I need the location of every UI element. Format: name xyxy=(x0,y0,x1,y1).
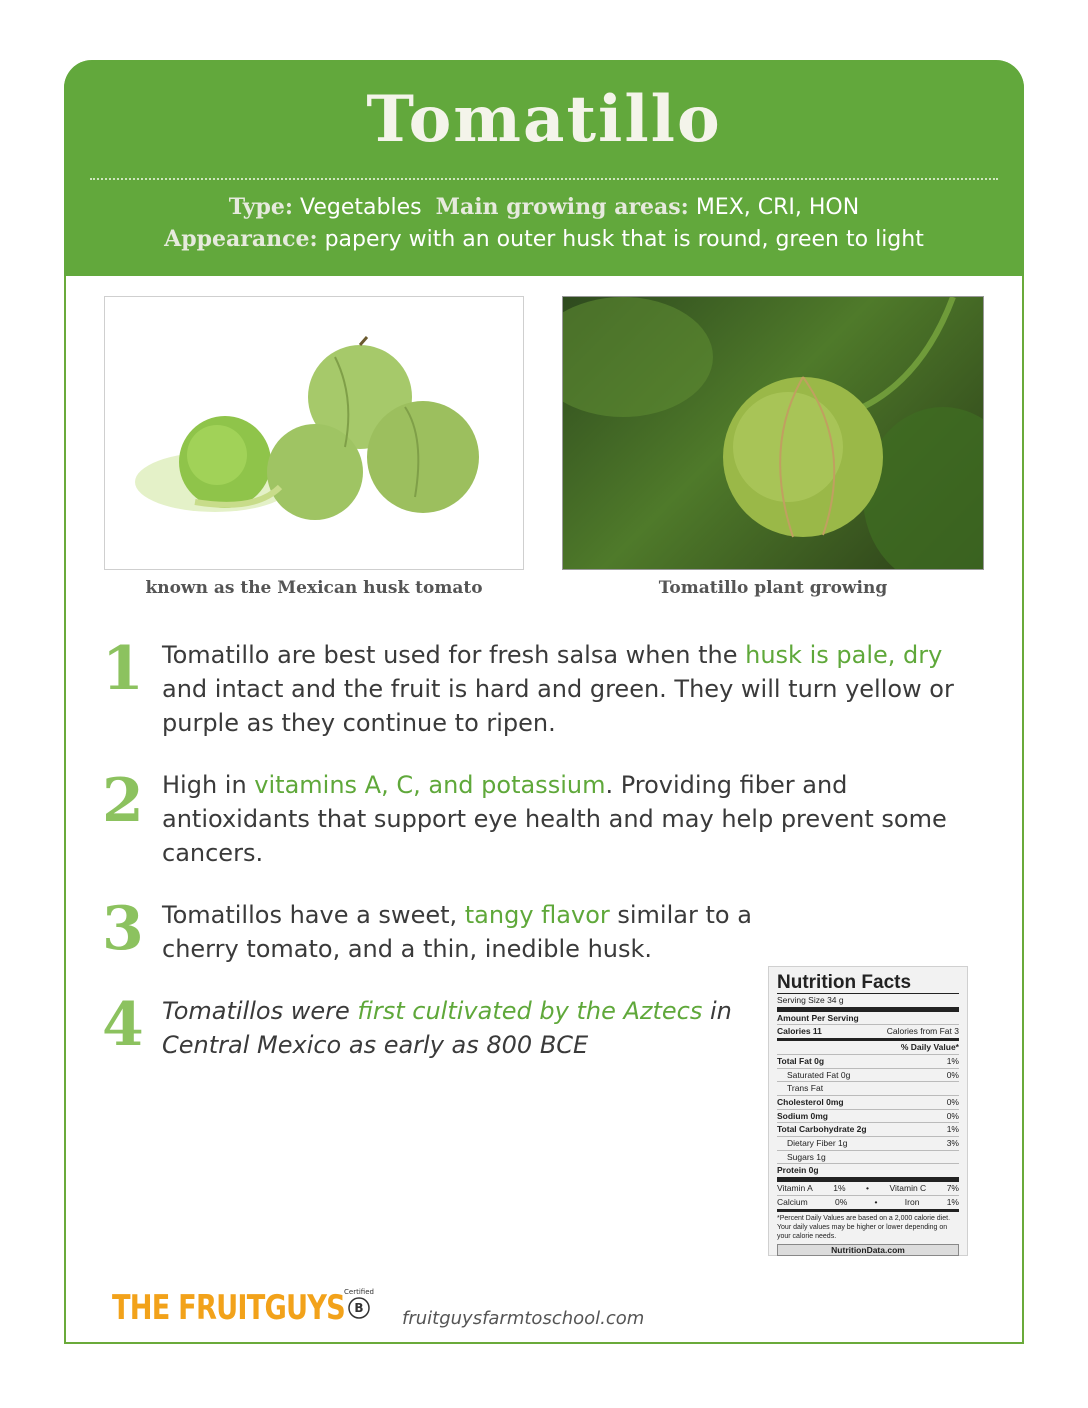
appearance-value: papery with an outer husk that is round, green to light xyxy=(324,227,924,252)
nutrient-value: 0% xyxy=(946,1110,959,1121)
fact-text xyxy=(162,994,752,1062)
nutrition-title: Nutrition Facts xyxy=(777,973,959,994)
nutrient-value: 1% xyxy=(946,1055,959,1066)
fact-text-part: Tomatillos have a sweet, xyxy=(162,901,465,929)
fact-text-part: High in xyxy=(162,771,255,799)
nutrient-label: Sodium 0mg xyxy=(777,1110,829,1121)
nutrition-facts-label xyxy=(768,966,968,1256)
calories-row xyxy=(777,1025,959,1041)
photo-caption-husk: known as the Mexican husk tomato xyxy=(145,578,483,598)
nutrient-row xyxy=(777,1123,959,1137)
fact-number: 4 xyxy=(102,990,144,1060)
nutrient-row xyxy=(777,1096,959,1110)
dotted-divider xyxy=(90,178,998,180)
nutrient-label: Dietary Fiber 1g xyxy=(787,1138,848,1149)
nutrient-value: 0% xyxy=(946,1096,959,1107)
tomatillo-plant-photo xyxy=(562,296,984,570)
nutrient-row xyxy=(777,1082,959,1096)
nutrient-label: Trans Fat xyxy=(787,1083,824,1094)
vitamin-c-value: 7% xyxy=(946,1183,959,1194)
nutrient-value: 3% xyxy=(946,1138,959,1149)
type-label: Type: xyxy=(228,194,294,220)
amount-text: Amount Per Serving xyxy=(777,1012,859,1023)
fact-text-part: in Central Mexico as early as 800 BCE xyxy=(162,997,732,1059)
fact-text-part: . Providing fiber and antioxidants that support eye health and may help prevent some cancers. xyxy=(162,771,947,867)
amount-per-serving xyxy=(777,1012,959,1026)
nutrient-row xyxy=(777,1151,959,1165)
fact-text xyxy=(162,768,982,870)
fact-number: 1 xyxy=(102,634,144,704)
nutrient-label: Total Fat 0g xyxy=(777,1055,825,1066)
nutrient-label: Sugars 1g xyxy=(787,1151,826,1162)
bcorp-icon xyxy=(344,1296,374,1320)
nutrient-label: Cholesterol 0mg xyxy=(777,1096,844,1107)
footer-url[interactable]: fruitguysfarmtoschool.com xyxy=(402,1308,645,1329)
bcorp-logo xyxy=(344,1288,374,1328)
nutrient-value: 1% xyxy=(946,1124,959,1135)
serving-size xyxy=(777,994,959,1012)
nutrition-source: NutritionData.com xyxy=(777,1244,959,1256)
iron-value: 1% xyxy=(946,1196,959,1207)
fact-text-part: and intact and the fruit is hard and green. They will turn yellow or purple as they continue to ripen. xyxy=(162,675,954,737)
page-title: Tomatillo xyxy=(366,82,722,157)
fact-highlight: first cultivated by the Aztecs xyxy=(357,997,703,1025)
dv-header-text: % Daily Value* xyxy=(900,1042,959,1053)
tomatillo-husks-photo xyxy=(104,296,524,570)
calories-fat-text: Calories from Fat 3 xyxy=(886,1026,959,1037)
daily-value-header xyxy=(777,1041,959,1055)
fact-number: 3 xyxy=(102,894,144,964)
nutrition-footnote: *Percent Daily Values are based on a 2,000 calorie diet. Your daily values may be higher or lower depending on your calorie needs. xyxy=(777,1214,951,1240)
nutrient-row xyxy=(777,1055,959,1069)
fact-text xyxy=(162,638,982,740)
mineral-row: Calcium 0% • Iron 1% xyxy=(777,1196,959,1212)
header-banner xyxy=(64,60,1024,276)
svg-text:B: B xyxy=(354,1301,364,1315)
nutrient-label: Protein 0g xyxy=(777,1165,819,1176)
areas-label: Main growing areas: xyxy=(435,194,689,220)
nutrient-row xyxy=(777,1110,959,1124)
nutrient-label: Total Carbohydrate 2g xyxy=(777,1124,867,1135)
nutrient-value: 0% xyxy=(946,1069,959,1080)
areas-value: MEX, CRI, HON xyxy=(695,195,860,220)
vitamin-row: Vitamin A 1% • Vitamin C 7% xyxy=(777,1182,959,1196)
calcium-label: Calcium xyxy=(777,1196,808,1207)
fact-highlight: tangy flavor xyxy=(464,901,610,929)
bcorp-label: Certified xyxy=(344,1288,374,1296)
fact-text-part: Tomatillos were xyxy=(162,997,358,1025)
nutrient-row xyxy=(777,1137,959,1151)
fact-highlight: vitamins A, C, and potassium xyxy=(254,771,606,799)
vitamin-c-label: Vitamin C xyxy=(889,1183,927,1194)
fact-text-part: similar to a cherry tomato, and a thin, inedible husk. xyxy=(162,901,752,963)
nutrient-label: Saturated Fat 0g xyxy=(787,1069,851,1080)
fact-highlight: husk is pale, dry xyxy=(745,641,943,669)
nutrient-row xyxy=(777,1164,959,1182)
fact-number: 2 xyxy=(102,766,144,836)
nutrient-row xyxy=(777,1069,959,1083)
vitamin-a-label: Vitamin A xyxy=(777,1183,813,1194)
calcium-value: 0% xyxy=(834,1196,848,1207)
photo-caption-plant: Tomatillo plant growing xyxy=(658,578,888,598)
calories-text: Calories 11 xyxy=(777,1026,822,1037)
fruitguys-logo: THE FRUITGUYS xyxy=(112,1288,345,1328)
appearance-label: Appearance: xyxy=(164,226,318,252)
appearance-line xyxy=(64,226,1024,252)
fact-text-part: Tomatillo are best used for fresh salsa when the xyxy=(162,641,746,669)
serving-size-text: Serving Size 34 g xyxy=(777,995,844,1005)
vitamin-a-value: 1% xyxy=(833,1183,846,1194)
type-value: Vegetables xyxy=(300,195,422,220)
type-line xyxy=(64,194,1024,220)
iron-label: Iron xyxy=(904,1196,920,1207)
fact-text xyxy=(162,898,752,966)
